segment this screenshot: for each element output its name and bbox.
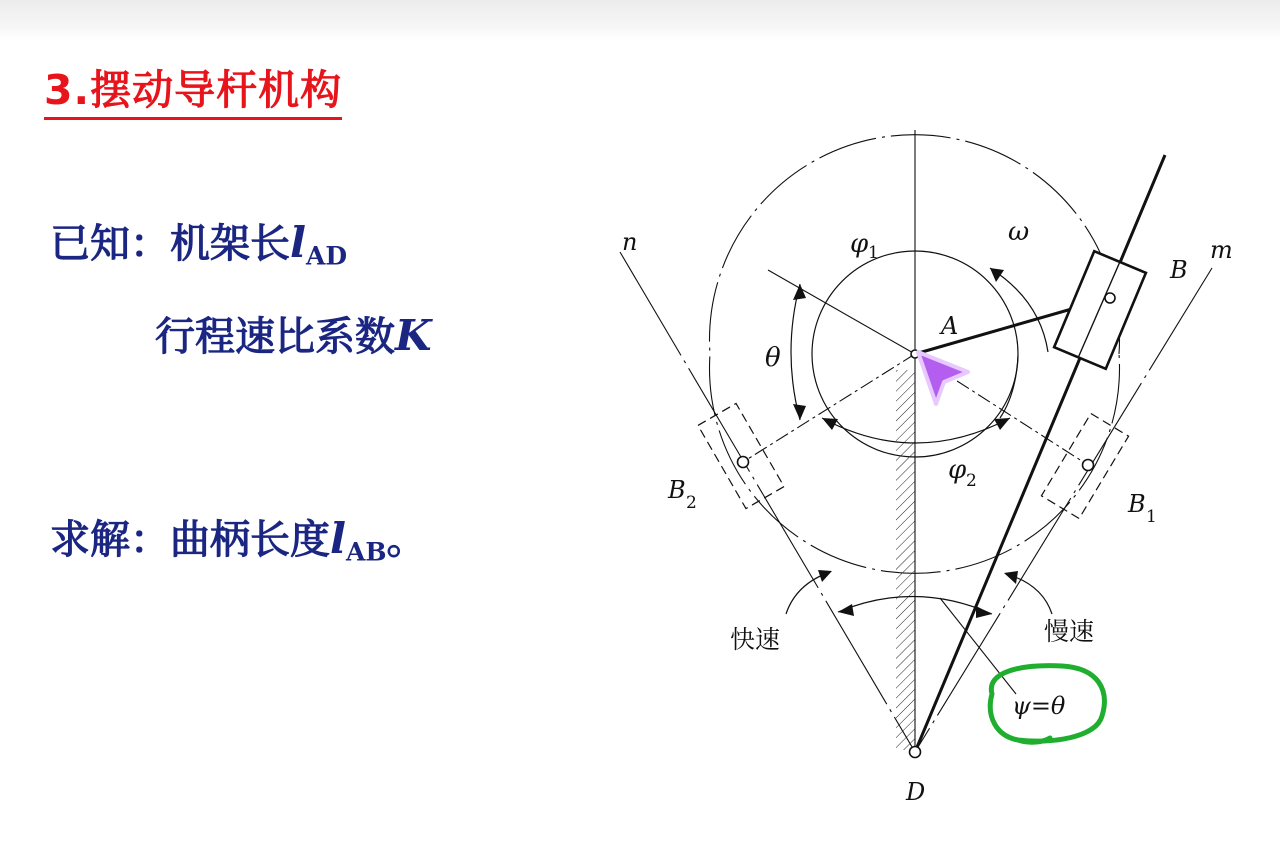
psi-arrow-right	[976, 606, 992, 618]
given-item1-text: 机架长	[170, 221, 290, 267]
given-item2-var: K	[395, 311, 432, 360]
guide-line-n	[620, 252, 915, 752]
slider-ghost-B2	[698, 403, 784, 508]
phi2-arrow-left	[822, 418, 838, 430]
theta-arc	[791, 284, 800, 420]
given-label: 已知：	[50, 221, 170, 267]
label-psi-equals-theta: ψ=θ	[1012, 692, 1066, 720]
frame-hatching	[896, 370, 915, 750]
label-B1-sub: 1	[1146, 507, 1157, 527]
pivot-B2	[738, 457, 749, 468]
label-m: m	[1210, 236, 1233, 264]
solve-sub: AB	[345, 537, 387, 567]
label-B2-sub: 2	[686, 493, 697, 513]
solve-text: 曲柄长度	[170, 517, 330, 563]
theta-arrow-bottom	[793, 404, 806, 420]
label-B1: B	[1128, 490, 1146, 518]
label-phi1: φ	[850, 229, 869, 259]
slide-title: 3.摆动导杆机构	[44, 70, 342, 120]
given-item1-sub: AD	[305, 241, 348, 271]
label-D: D	[906, 778, 926, 806]
psi-arrow-left	[838, 604, 854, 616]
label-B: B	[1170, 256, 1188, 284]
cursor-pointer-icon	[918, 352, 968, 404]
label-theta: θ	[765, 343, 781, 373]
phi2-arc	[822, 418, 1010, 443]
label-omega: ω	[1008, 217, 1030, 247]
fast-arrow-head	[818, 570, 832, 582]
omega-arc	[990, 268, 1048, 352]
pivot-D	[910, 747, 921, 758]
label-n: n	[622, 228, 638, 256]
label-phi1-sub: 1	[868, 243, 879, 263]
theta-arrow-top	[793, 284, 806, 300]
slow-arrow-head	[1004, 571, 1018, 584]
pivot-B1	[1083, 460, 1094, 471]
pivot-B	[1105, 293, 1115, 303]
label-phi2: φ	[948, 455, 967, 485]
given-item1-var: l	[290, 218, 306, 267]
given-item2-text: 行程速比系数	[155, 314, 395, 360]
solve-label: 求解：	[50, 517, 170, 563]
omega-arrow-head	[990, 268, 1004, 282]
solve-var: l	[330, 514, 346, 563]
label-B2: B	[668, 476, 686, 504]
label-fast: 快速	[730, 625, 781, 654]
label-A: A	[941, 312, 959, 340]
label-slow: 慢速	[1044, 617, 1095, 646]
solve-end: 。	[386, 517, 427, 563]
guide-bar	[915, 155, 1165, 752]
label-phi2-sub: 2	[966, 471, 977, 491]
